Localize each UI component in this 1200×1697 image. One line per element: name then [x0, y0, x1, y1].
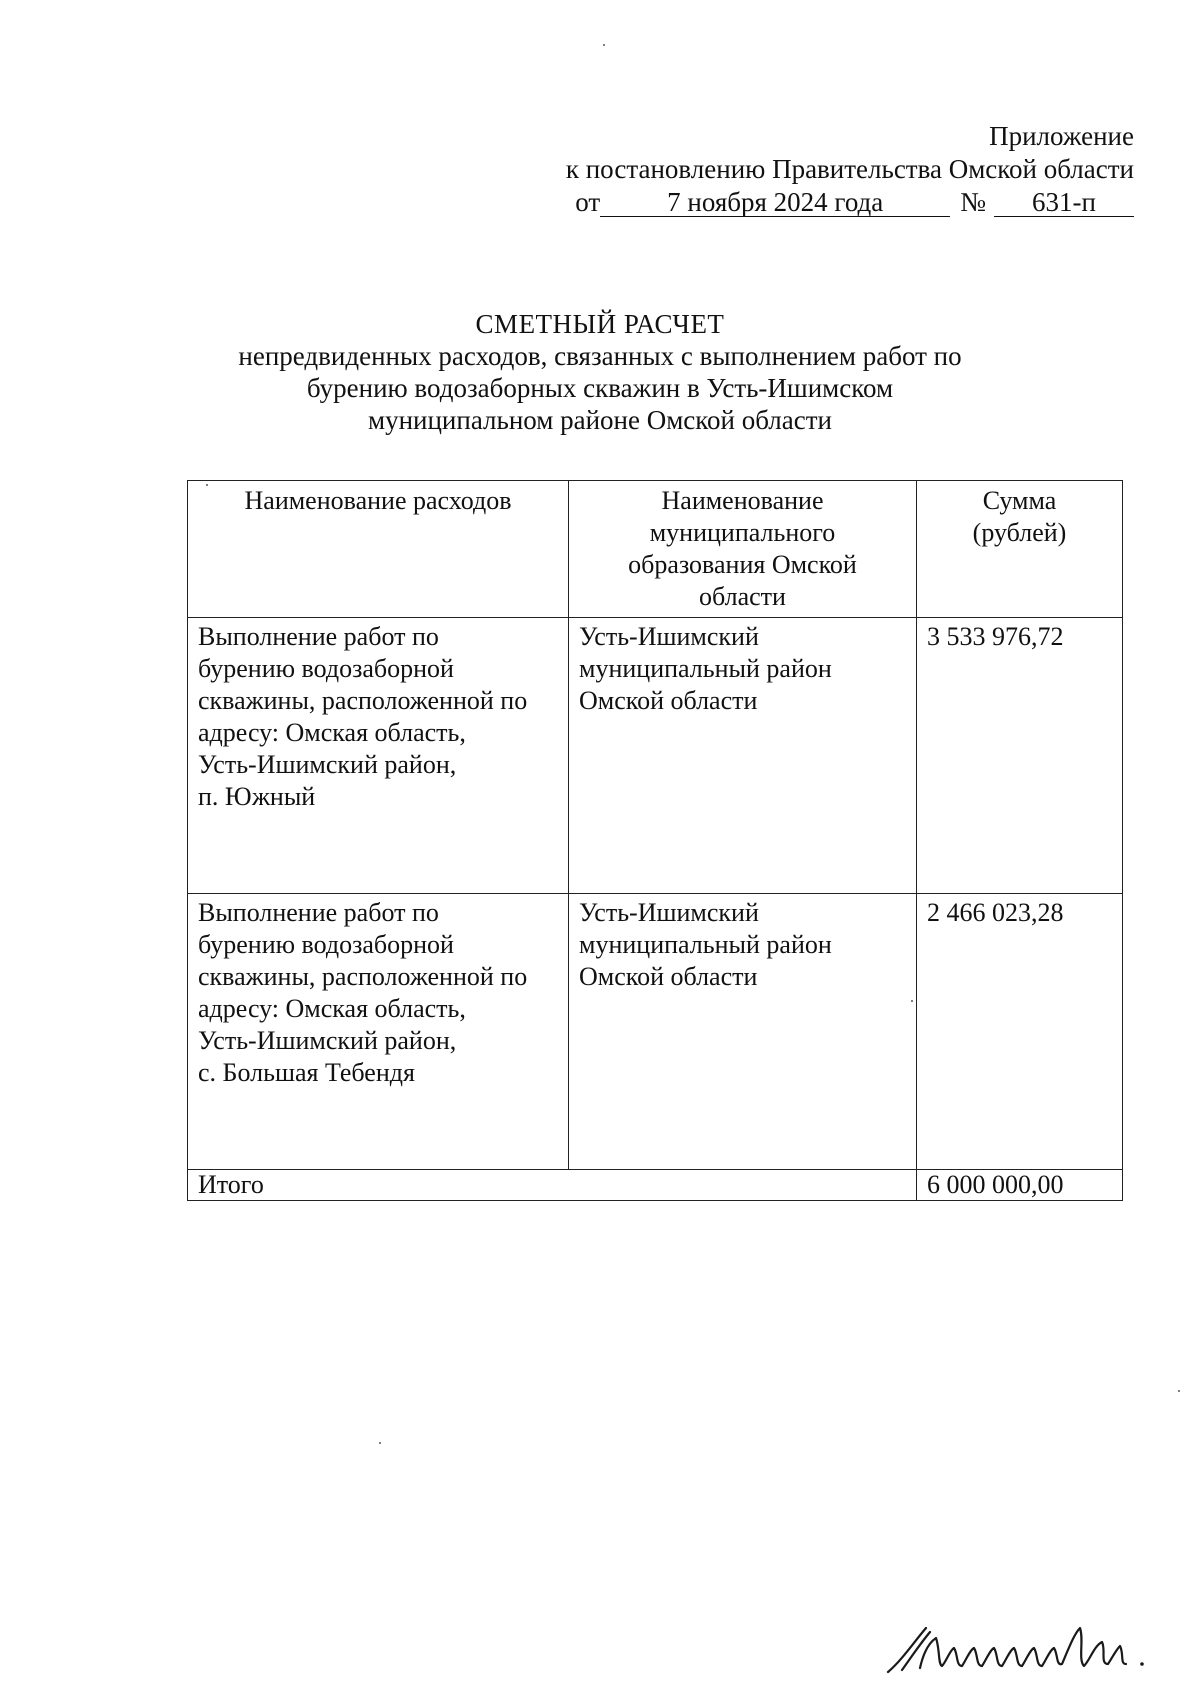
scan-speck: [206, 484, 208, 486]
signature-mark: [880, 1620, 1180, 1680]
cell-expense: Выполнение работ по бурению водозаборной скважины, расположенной по адресу: Омская область, Усть-Ишимский район, п. Южный: [188, 618, 569, 894]
scan-speck: [911, 1000, 913, 1002]
header-amount: Сумма (рублей): [917, 481, 1123, 618]
cell-municipality: Усть-Ишимский муниципальный район Омской области: [569, 618, 917, 894]
resolution-number: 631-п: [994, 188, 1134, 217]
appendix-title: Приложение: [989, 121, 1134, 151]
appendix-date-row: [494, 186, 1134, 219]
document-subtitle-line-3: муниципальном районе Омской области: [368, 405, 832, 435]
table-row: [188, 618, 1123, 894]
cell-expense: Выполнение работ по бурению водозаборной скважины, расположенной по адресу: Омская область, Усть-Ишимский район, с. Большая Тебендя: [188, 894, 569, 1170]
document-title: СМЕТНЫЙ РАСЧЕТ: [475, 309, 725, 339]
document-title-block: [150, 308, 1050, 436]
header-municipality: Наименование муниципального образования Омской области: [569, 481, 917, 618]
date-prefix: от: [575, 187, 601, 217]
header-expense-name: Наименование расходов: [188, 481, 569, 618]
table-row: [188, 894, 1123, 1170]
document-subtitle-line-2: бурению водозаборных скважин в Усть-Ишимском: [306, 373, 894, 403]
appendix-reference: к постановлению Правительства Омской области: [565, 154, 1134, 184]
document-subtitle-line-1: непредвиденных расходов, связанных с выполнением работ по: [238, 341, 962, 371]
scan-speck: [379, 1442, 381, 1444]
scan-speck: [603, 44, 605, 46]
resolution-date: 7 ноября 2024 года: [600, 188, 950, 217]
total-amount: 6 000 000,00: [917, 1170, 1123, 1201]
estimate-table: [187, 480, 1123, 1201]
appendix-block: [494, 120, 1134, 219]
scan-speck: [1178, 1390, 1180, 1392]
table-total-row: [188, 1170, 1123, 1201]
cell-municipality: Усть-Ишимский муниципальный район Омской области: [569, 894, 917, 1170]
cell-amount: 3 533 976,72: [917, 618, 1123, 894]
number-sign: №: [960, 187, 986, 217]
table-header-row: [188, 481, 1123, 618]
cell-amount: 2 466 023,28: [917, 894, 1123, 1170]
total-label: Итого: [188, 1170, 917, 1201]
